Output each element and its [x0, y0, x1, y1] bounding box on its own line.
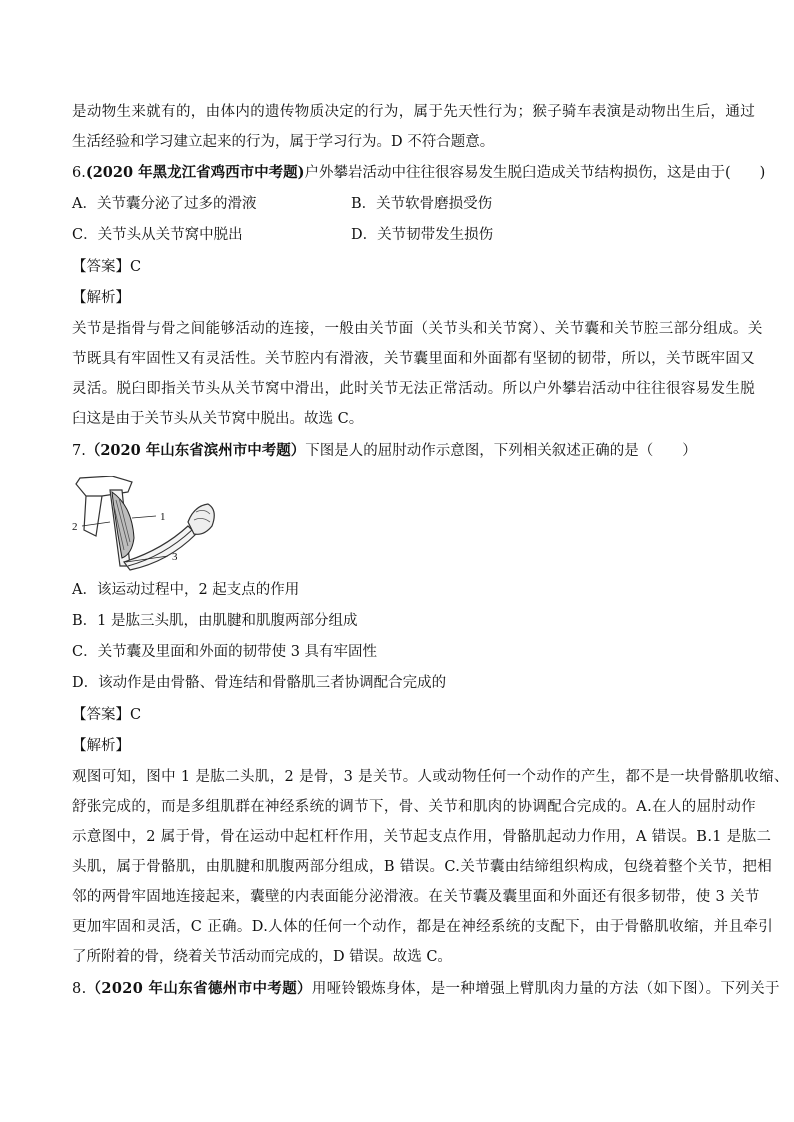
paragraph-line: 关节是指骨与骨之间能够活动的连接，一般由关节面（关节头和关节窝）、关节囊和关节腔三部分组成。关	[72, 321, 763, 337]
label-3: 3	[172, 551, 178, 563]
paragraph-line: 灵活。脱臼即指关节头从关节窝中滑出，此时关节无法正常活动。所以户外攀岩活动中往往很容易发生脱	[72, 381, 756, 397]
question-8-stem	[72, 979, 780, 999]
paragraph-line: 臼这是由于关节头从关节窝中脱出。故选 C。	[72, 411, 364, 427]
option-d: D．该动作是由骨骼、骨连结和骨骼肌三者协调配合完成的	[72, 675, 447, 691]
answer-label: 【答案】C	[72, 259, 142, 275]
option-a: A．关节囊分泌了过多的滑液	[72, 196, 257, 212]
paragraph-line: 生活经验和学习建立起来的行为，属于学习行为。D 不符合题意。	[72, 134, 495, 150]
paragraph-line: 了所附着的骨，绕着关节活动而完成的，D 错误。故选 C。	[72, 949, 452, 965]
analysis-label: 【解析】	[72, 290, 130, 306]
paragraph-line: 节既具有牢固性又有灵活性。关节腔内有滑液，关节囊里面和外面都有坚韧的韧带，所以，关节既牢固又	[72, 351, 756, 367]
paragraph-line: 是动物生来就有的，由体内的遗传物质决定的行为，属于先天性行为；猴子骑车表演是动物出生后，通过	[72, 104, 756, 120]
question-text: 用哑铃锻炼身体，是一种增强上臂肌肉力量的方法（如下图）。下列关于	[311, 981, 780, 997]
analysis-label: 【解析】	[72, 738, 130, 754]
question-7-stem	[72, 441, 722, 461]
question-number: 8.	[72, 981, 87, 997]
arm-illustration	[72, 476, 232, 572]
option-d: D．关节韧带发生损伤	[351, 227, 494, 243]
label-2: 2	[72, 521, 78, 533]
answer-label: 【答案】C	[72, 707, 142, 723]
paragraph-line: 舒张完成的，而是多组肌群在神经系统的调节下，骨、关节和肌肉的协调配合完成的。A.在人的屈肘动作	[72, 799, 757, 815]
question-source: (2020 年黑龙江省鸡西市中考题)	[85, 164, 305, 181]
paragraph-line: 示意图中，2 属于骨，骨在运动中起杠杆作用，关节起支点作用，骨骼肌起动力作用，A 错误。B.1 是肱二	[72, 829, 772, 845]
option-a: A．该运动过程中，2 起支点的作用	[72, 582, 300, 598]
elbow-flexion-diagram	[72, 476, 232, 572]
option-c: C．关节囊及里面和外面的韧带使 3 具有牢固性	[72, 644, 378, 660]
option-b: B．关节软骨磨损受伤	[351, 196, 493, 212]
paragraph-line: 头肌，属于骨骼肌，由肌腱和肌腹两部分组成，B 错误。C.关节囊由结缔组织构成，包绕着整个关节，把相	[72, 859, 773, 875]
paragraph-line: 更加牢固和灵活，C 正确。D.人体的任何一个动作，都是在神经系统的支配下，由于骨骼肌收缩，并且牵引	[72, 919, 774, 935]
question-6-stem	[72, 163, 766, 183]
paragraph-line: 观图可知，图中 1 是肱二头肌，2 是骨，3 是关节。人或动物任何一个动作的产生，都不是一块骨骼肌收缩、	[72, 769, 789, 785]
label-1: 1	[160, 511, 166, 523]
question-number: 6.	[72, 165, 86, 181]
question-number: 7.	[72, 443, 86, 459]
paragraph-line: 邻的两骨牢固地连接起来，囊壁的内表面能分泌滑液。在关节囊及囊里面和外面还有很多韧带，使 3 关节	[72, 889, 760, 905]
question-text: 户外攀岩活动中往往很容易发生脱臼造成关节结构损伤，这是由于( )	[304, 165, 766, 181]
option-b: B．1 是肱三头肌，由肌腱和肌腹两部分组成	[72, 613, 358, 629]
option-c: C．关节头从关节窝中脱出	[72, 227, 243, 243]
question-text: 下图是人的屈肘动作示意图，下列相关叙述正确的是（ ）	[305, 443, 697, 459]
question-source: （2020 年山东省滨州市中考题）	[85, 442, 306, 459]
question-source: （2020 年山东省德州市中考题）	[86, 980, 312, 997]
